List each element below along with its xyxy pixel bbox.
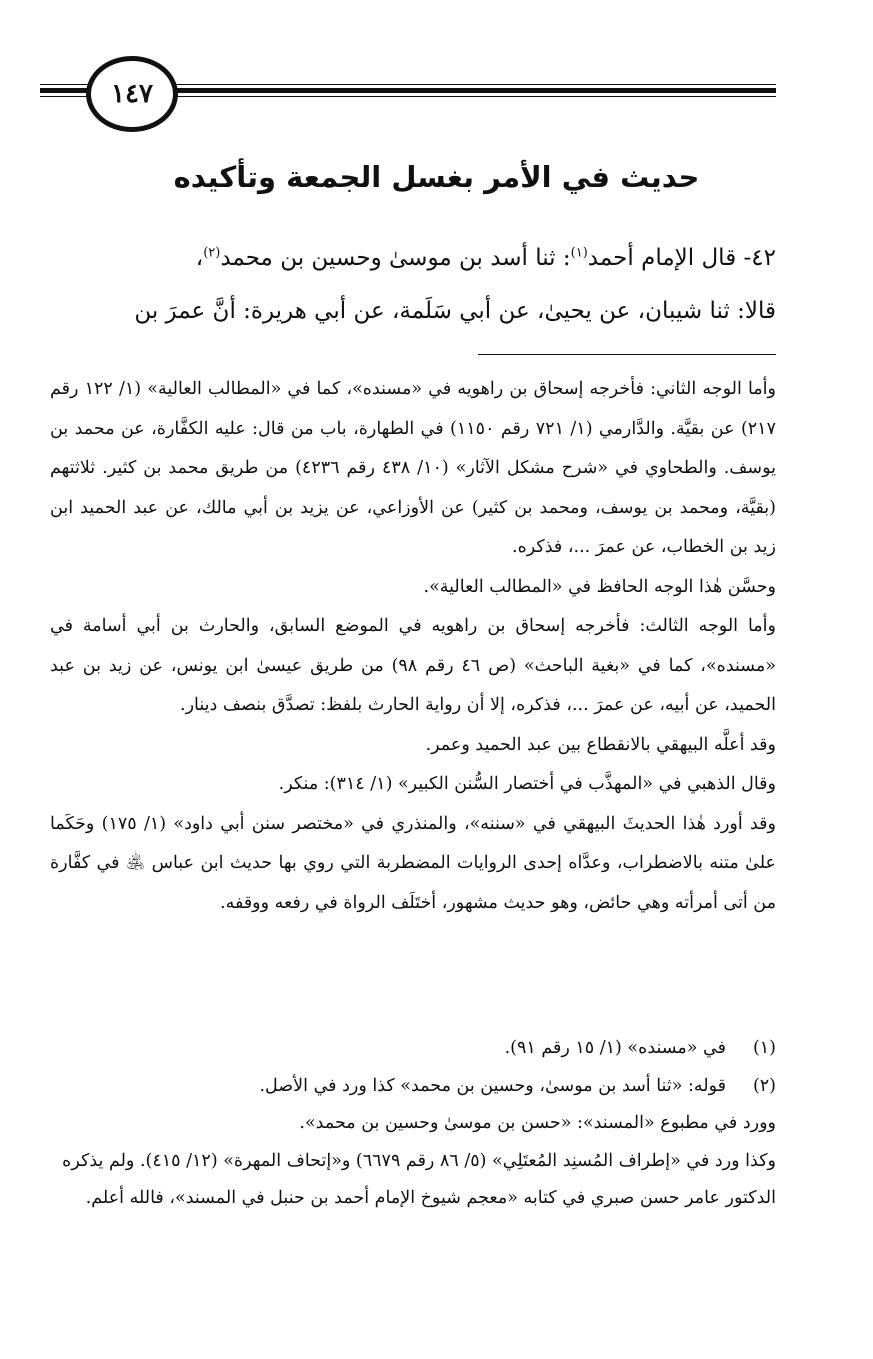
footnote-line: وورد في مطبوع «المسند»: «حسن بن موسىٰ وحسين بن محمد». xyxy=(299,1113,776,1133)
note-paragraph: وأما الوجه الثاني: فأخرجه إسحاق بن راهويه في «مسنده»، كما في «المطالب العالية» (١/ ١٢٢ رقم ٢١٧) عن بقيَّة. والدَّارمي (١/ ٧٢١ رقم ١١٥٠) في الطهارة، باب من قال: عليه الكفَّارة، عن محمد بن يوسف. والطحاوي في «شرح مشكل الآثار» (١٠/ ٤٣٨ رقم ٤٢٣٦) من طريق محمد بن كثير. ثلاثتهم (بقيَّة، ومحمد بن يوسف، ومحمد بن كثير) عن الأوزاعي، عن يزيد بن أبي مالك، عن عبد الحميد ابن زيد بن الخطاب، عن عمرَ ...، فذكره. xyxy=(50,379,777,557)
footnote-ref-2[interactable]: (٢) xyxy=(203,245,221,261)
chapter-title: حديث في الأمر بغسل الجمعة وتأكيده xyxy=(173,160,700,194)
note-paragraph: وقد أورد هٰذا الحديثَ البيهقي في «سننه»، والمنذري في «مختصر سنن أبي داود» (١/ ١٧٥) وحَكَما علىٰ متنه بالاضطراب، وعدَّاه إحدى الروايات المضطربة التي روي بها حديث ابن عباس ﵁ في كفَّارة من أتى أمرأته وهي حائض، وهو حديث مشهور، أختَلَف الرواة في رفعه ووقفه. xyxy=(50,813,776,913)
main-text-line-1 xyxy=(50,232,776,285)
page-number-badge xyxy=(86,56,178,132)
main-text-line-2: قالا: ثنا شيبان، عن يحيىٰ، عن أبي سَلَمة، عن أبي هريرة: أنَّ عمرَ بن xyxy=(134,298,776,324)
footnote-body xyxy=(50,1030,726,1068)
footnote-2 xyxy=(50,1068,776,1106)
footnote-number: (١) xyxy=(752,1038,776,1058)
hadith-chain-comma: ، xyxy=(195,245,204,271)
footnote-divider xyxy=(478,354,776,355)
continued-footnote-text xyxy=(50,370,776,923)
hadith-chain: : ثنا أسد بن موسىٰ وحسين بن محمد xyxy=(220,245,571,271)
page-number: ١٤٧ xyxy=(111,79,153,109)
note-paragraph: وحسَّن هٰذا الوجه الحافظ في «المطالب العالية». xyxy=(423,576,776,597)
note-paragraph: وأما الوجه الثالث: فأخرجه إسحاق بن راهويه في الموضع السابق، والحارث بن أبي أسامة في «مسنده»، كما في «بغية الباحث» (ص ٤٦ رقم ٩٨) من طريق عيسىٰ ابن يونس، عن زيد بن عبد الحميد، عن أبيه، عن عمرَ ...، فذكره، إلا أن رواية الحارث بلفظ: تصدَّق بنصف دينار. xyxy=(50,616,776,715)
footnotes xyxy=(50,1030,776,1218)
main-text xyxy=(50,232,776,338)
footnote-body xyxy=(50,1068,726,1106)
footnote-1 xyxy=(50,1030,776,1068)
hadith-intro: ٤٢- قال الإمام أحمد xyxy=(587,245,776,271)
footnote-continuation: وكذا ورد في «إطراف المُسنِد المُعتَلِي» (٥/ ٨٦ رقم ٦٦٧٩) و«إتحاف المهرة» (١٢/ ٤١٥). ولم يذكره الدكتور عامر حسن صبري في كتابه «معجم شيوخ الإمام أحمد بن حنبل في المسند»، فالله أعلم. xyxy=(62,1150,776,1208)
note-paragraph: وقد أعلَّه البيهقي بالانقطاع بين عبد الحميد وعمر. xyxy=(425,734,776,755)
footnote-number: (٢) xyxy=(752,1075,776,1096)
note-paragraph: وقال الذهبي في «المهذَّب في أختصار السُّنن الكبير» (١/ ٣١٤): منكر. xyxy=(278,774,776,794)
footnote-line: قوله: «ثنا أسد بن موسىٰ، وحسين بن محمد» كذا ورد في الأصل. xyxy=(259,1075,726,1096)
footnote-line: في «مسنده» (١/ ١٥ رقم ٩١). xyxy=(504,1038,726,1058)
footnote-ref-1[interactable]: (١) xyxy=(570,245,588,261)
